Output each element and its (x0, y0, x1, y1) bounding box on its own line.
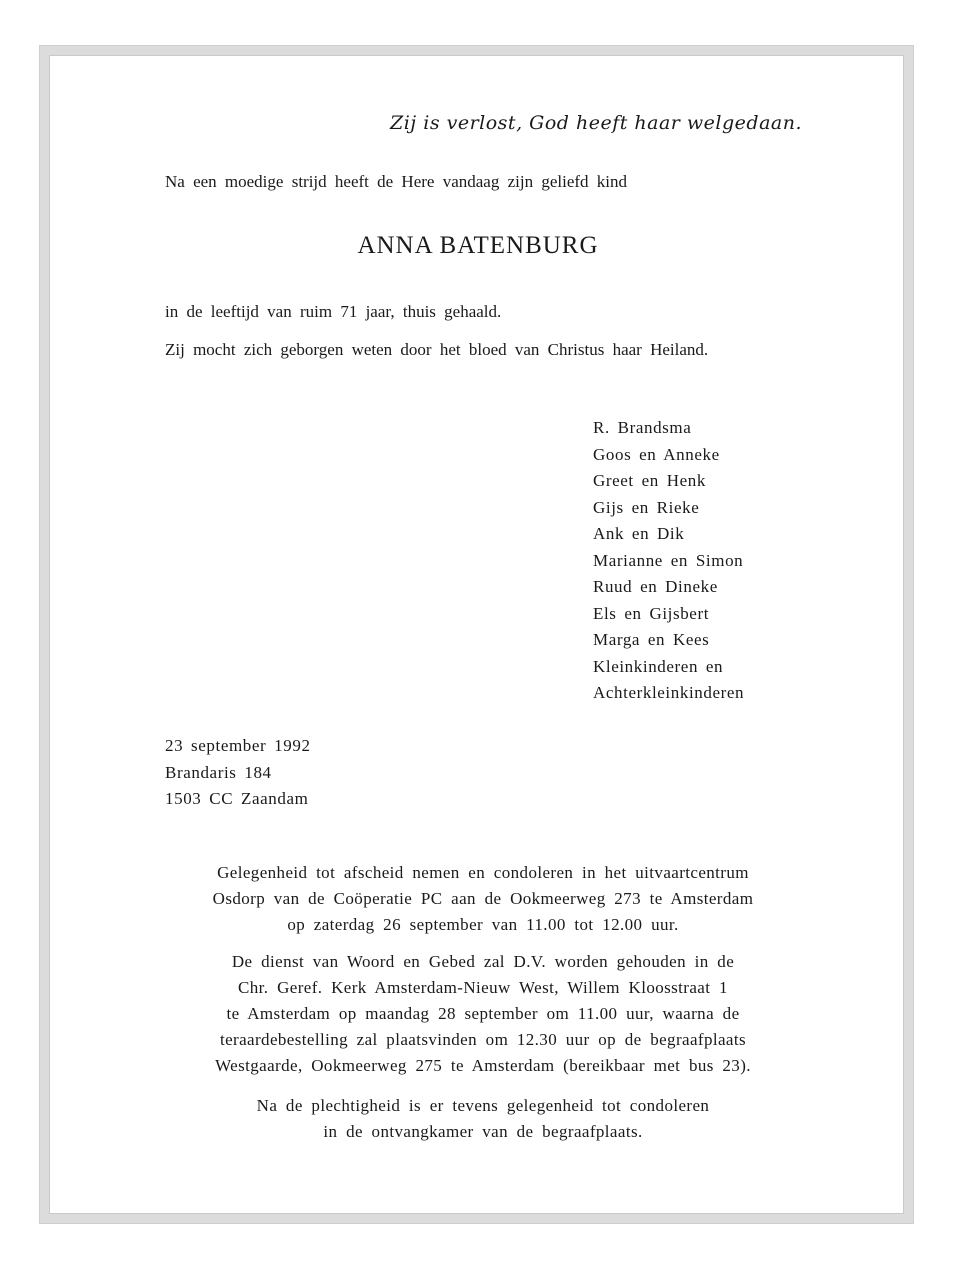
condolence-paragraph (130, 860, 836, 938)
service-line: Westgaarde, Ookmeerweg 275 te Amsterdam (bereikbaar met bus 23). (215, 1056, 751, 1075)
family-member: Achterkleinkinderen (593, 683, 745, 702)
after-line: Na de plechtigheid is er tevens gelegenheid tot condoleren (256, 1096, 710, 1115)
family-member: Marga en Kees (593, 630, 710, 649)
service-line: teraardebestelling zal plaatsvinden om 12.30 uur op de begraafplaats (219, 1030, 747, 1049)
family-member: Ruud en Dineke (593, 577, 718, 596)
family-member: Els en Gijsbert (593, 603, 710, 623)
after-line: in de ontvangkamer van de begraafplaats. (323, 1122, 643, 1141)
family-member: R. Brandsma (593, 418, 692, 437)
motto: Zij is verlost, God heeft haar welgedaan. (390, 112, 802, 134)
faith-line: Zij mocht zich geborgen weten door het bloed van Christus haar Heiland. (165, 340, 709, 359)
address-street: Brandaris 184 (165, 762, 272, 782)
deceased-name: ANNA BATENBURG (357, 232, 599, 259)
family-member: Greet en Henk (593, 471, 706, 490)
intro-text: Na een moedige strijd heeft de Here vandaag zijn geliefd kind (165, 172, 627, 191)
service-line: De dienst van Woord en Gebed zal D.V. worden gehouden in de (231, 952, 735, 971)
condolence-line: op zaterdag 26 september van 11.00 tot 12.00 uur. (287, 915, 679, 934)
address-block (165, 733, 311, 813)
announcement-date: 23 september 1992 (165, 736, 311, 755)
condolence-line: Gelegenheid tot afscheid nemen en condoleren in het uitvaartcentrum (217, 863, 749, 882)
after-paragraph (130, 1093, 836, 1145)
condolence-line: Osdorp van de Coöperatie PC aan de Ookmeerweg 273 te Amsterdam (212, 889, 754, 908)
family-member: Marianne en Simon (593, 550, 744, 570)
service-line: te Amsterdam op maandag 28 september om 11.00 uur, waarna de (226, 1004, 740, 1023)
family-member: Gijs en Rieke (593, 497, 700, 517)
family-member: Ank en Dik (593, 524, 685, 543)
service-line: Chr. Geref. Kerk Amsterdam-Nieuw West, Willem Kloosstraat 1 (238, 978, 728, 997)
address-city: 1503 CC Zaandam (165, 789, 309, 808)
service-paragraph (130, 949, 836, 1079)
family-member: Goos en Anneke (593, 444, 720, 464)
age-line: in de leeftijd van ruim 71 jaar, thuis gehaald. (165, 302, 502, 321)
family-member: Kleinkinderen en (593, 656, 724, 676)
family-list (593, 415, 744, 707)
